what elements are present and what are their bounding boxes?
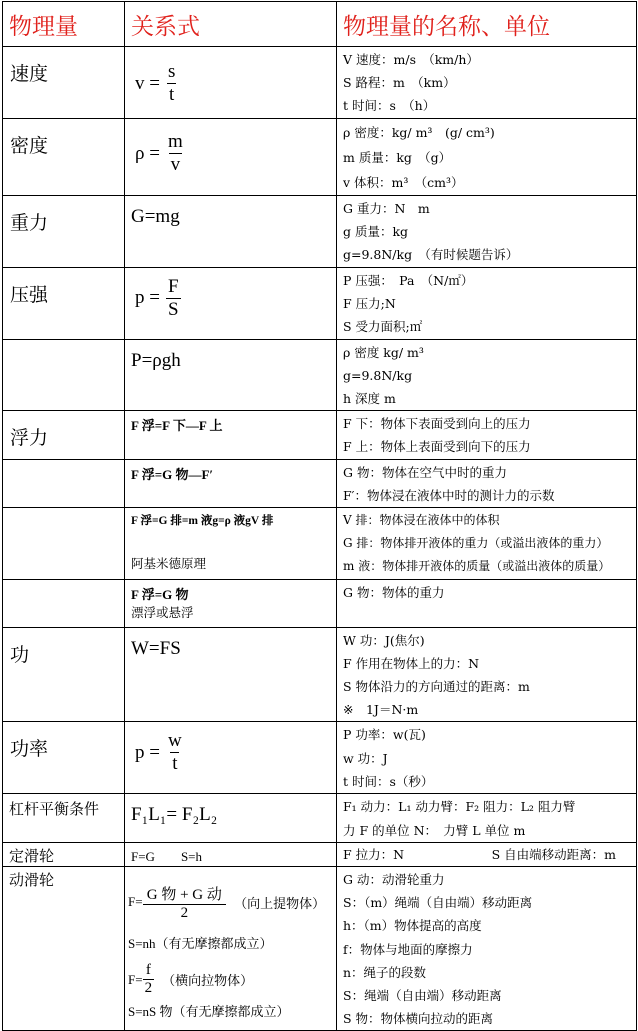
description: ρ 密度：kg/ m³ (g/ cm³) m 质量：kg （g） v 体积：m³ （cm³） [343, 125, 495, 190]
quantity-label: 杠杆平衡条件 [9, 800, 100, 819]
quantity-label: 定滑轮 [9, 846, 55, 865]
quantity-label: 浮力 [10, 427, 49, 450]
formula: F 浮=G 排=m 液g=ρ 液gV 排 阿基米德原理 [131, 515, 274, 572]
formula: F 浮=F 下—F 上 [131, 418, 223, 434]
quantity-label: 重力 [10, 212, 49, 234]
table-row [3, 842, 637, 866]
table-row [3, 579, 637, 627]
table-row [3, 627, 637, 722]
formula: p = $\frac{F}{S}$ [135, 275, 179, 320]
formula: v = $\frac{s}{t}$ [135, 61, 176, 105]
description: W 功：J(焦尔) F 作用在物体上的力：N S 物体沿力的方向通过的距离：m ※ 1J＝N·m [343, 632, 530, 718]
quantity-label: 动滑轮 [9, 871, 55, 890]
quantity-label: 功 [10, 643, 30, 666]
description: F₁ 动力：L₁ 动力臂：F₂ 阻力：L₂ 阻力臂 力 F 的单位 N： 力臂 L 单位 m [343, 799, 576, 838]
quantity-label: 功率 [10, 738, 49, 761]
table-row [3, 339, 637, 411]
table-row [3, 196, 637, 268]
description: F 下：物体下表面受到向上的压力 F 上：物体上表面受到向下的压力 [343, 416, 531, 455]
formula-table [2, 1, 637, 1031]
description: G 重力：N m g 质量：kg g=9.8N/kg （有时候题告诉） [343, 201, 519, 263]
formula: F 浮=G 物—F′ [131, 466, 214, 482]
fraction: $\frac{\text{G 物 + G 动}}{2}$ [143, 883, 227, 922]
formula: ρ = $\frac{m}{v}$ [135, 131, 183, 175]
description: G 物：物体的重力 [343, 584, 445, 600]
formula: P=ρgh [131, 349, 181, 371]
description: F 拉力：N S 自由端移动距离：m [343, 846, 616, 862]
description: V 排：物体浸在液体中的体积 G 排：物体排开液体的重力（或溢出液体的重力） m 液：物体排开液体的质量（或溢出液体的质量） [343, 513, 611, 574]
formula: p = $\frac{w}{t}$ [135, 730, 182, 775]
fraction: $\frac{s}{t}$ [167, 61, 176, 105]
header-quantity: 物理量 [9, 13, 78, 40]
header-name-unit: 物理量的名称、单位 [343, 13, 550, 40]
table-row [3, 459, 637, 507]
fraction: $\frac{F}{S}$ [167, 275, 179, 320]
fraction: $\frac{f}{2}$ [144, 962, 153, 997]
formula: F₁L₁= F₂L₂ [131, 804, 218, 826]
fraction: $\frac{m}{v}$ [167, 131, 183, 175]
formula: F 浮=G 物 漂浮或悬浮 [131, 586, 194, 620]
header-row [3, 2, 637, 47]
table-row [3, 508, 637, 580]
description: P 功率：w(瓦) w 功：J t 时间：s（秒） [343, 727, 434, 789]
table-row [3, 722, 637, 794]
table-row [3, 267, 637, 339]
formula: F=G S=h [131, 848, 203, 864]
description: G 动：动滑轮重力 S：（m）绳端（自由端）移动距离 h：（m）物体提高的高度 f：物体与地面的摩擦力 n：绳子的段数 S：绳端（自由端）移动距离 S 物：物体横向拉动的距离 [343, 872, 533, 1027]
description: G 物：物体在空气中时的重力 F′：物体浸在液体中时的测计力的示数 [343, 464, 555, 503]
header-relation: 关系式 [131, 13, 200, 40]
formula: W=FS [131, 637, 181, 659]
table-row [3, 47, 637, 119]
table-row [3, 411, 637, 459]
quantity-label: 压强 [10, 283, 49, 306]
fraction: $\frac{w}{t}$ [167, 730, 182, 775]
quantity-label: 密度 [10, 135, 49, 157]
table-row [3, 119, 637, 196]
description: ρ 密度 kg/ m³ g=9.8N/kg h 深度 m [343, 344, 424, 407]
table-row [3, 794, 637, 842]
description: V 速度：m/s （km/h） S 路程：m （km） t 时间：s （h） [343, 52, 479, 114]
description: P 压强： Pa （N/㎡） F 压力;N S 受力面积;㎡ [343, 272, 474, 335]
formula: F= $\frac{\text{G 物 + G 动}}{2}$ （向上提物体） S=nh（有无摩擦都成立） F= $\frac{f}{2}$ （横向拉物体） S=nS 物（有无摩擦都成立） [125, 867, 336, 1020]
formula: G=mg [131, 206, 180, 227]
quantity-label: 速度 [10, 63, 49, 85]
table-row [3, 867, 637, 1031]
